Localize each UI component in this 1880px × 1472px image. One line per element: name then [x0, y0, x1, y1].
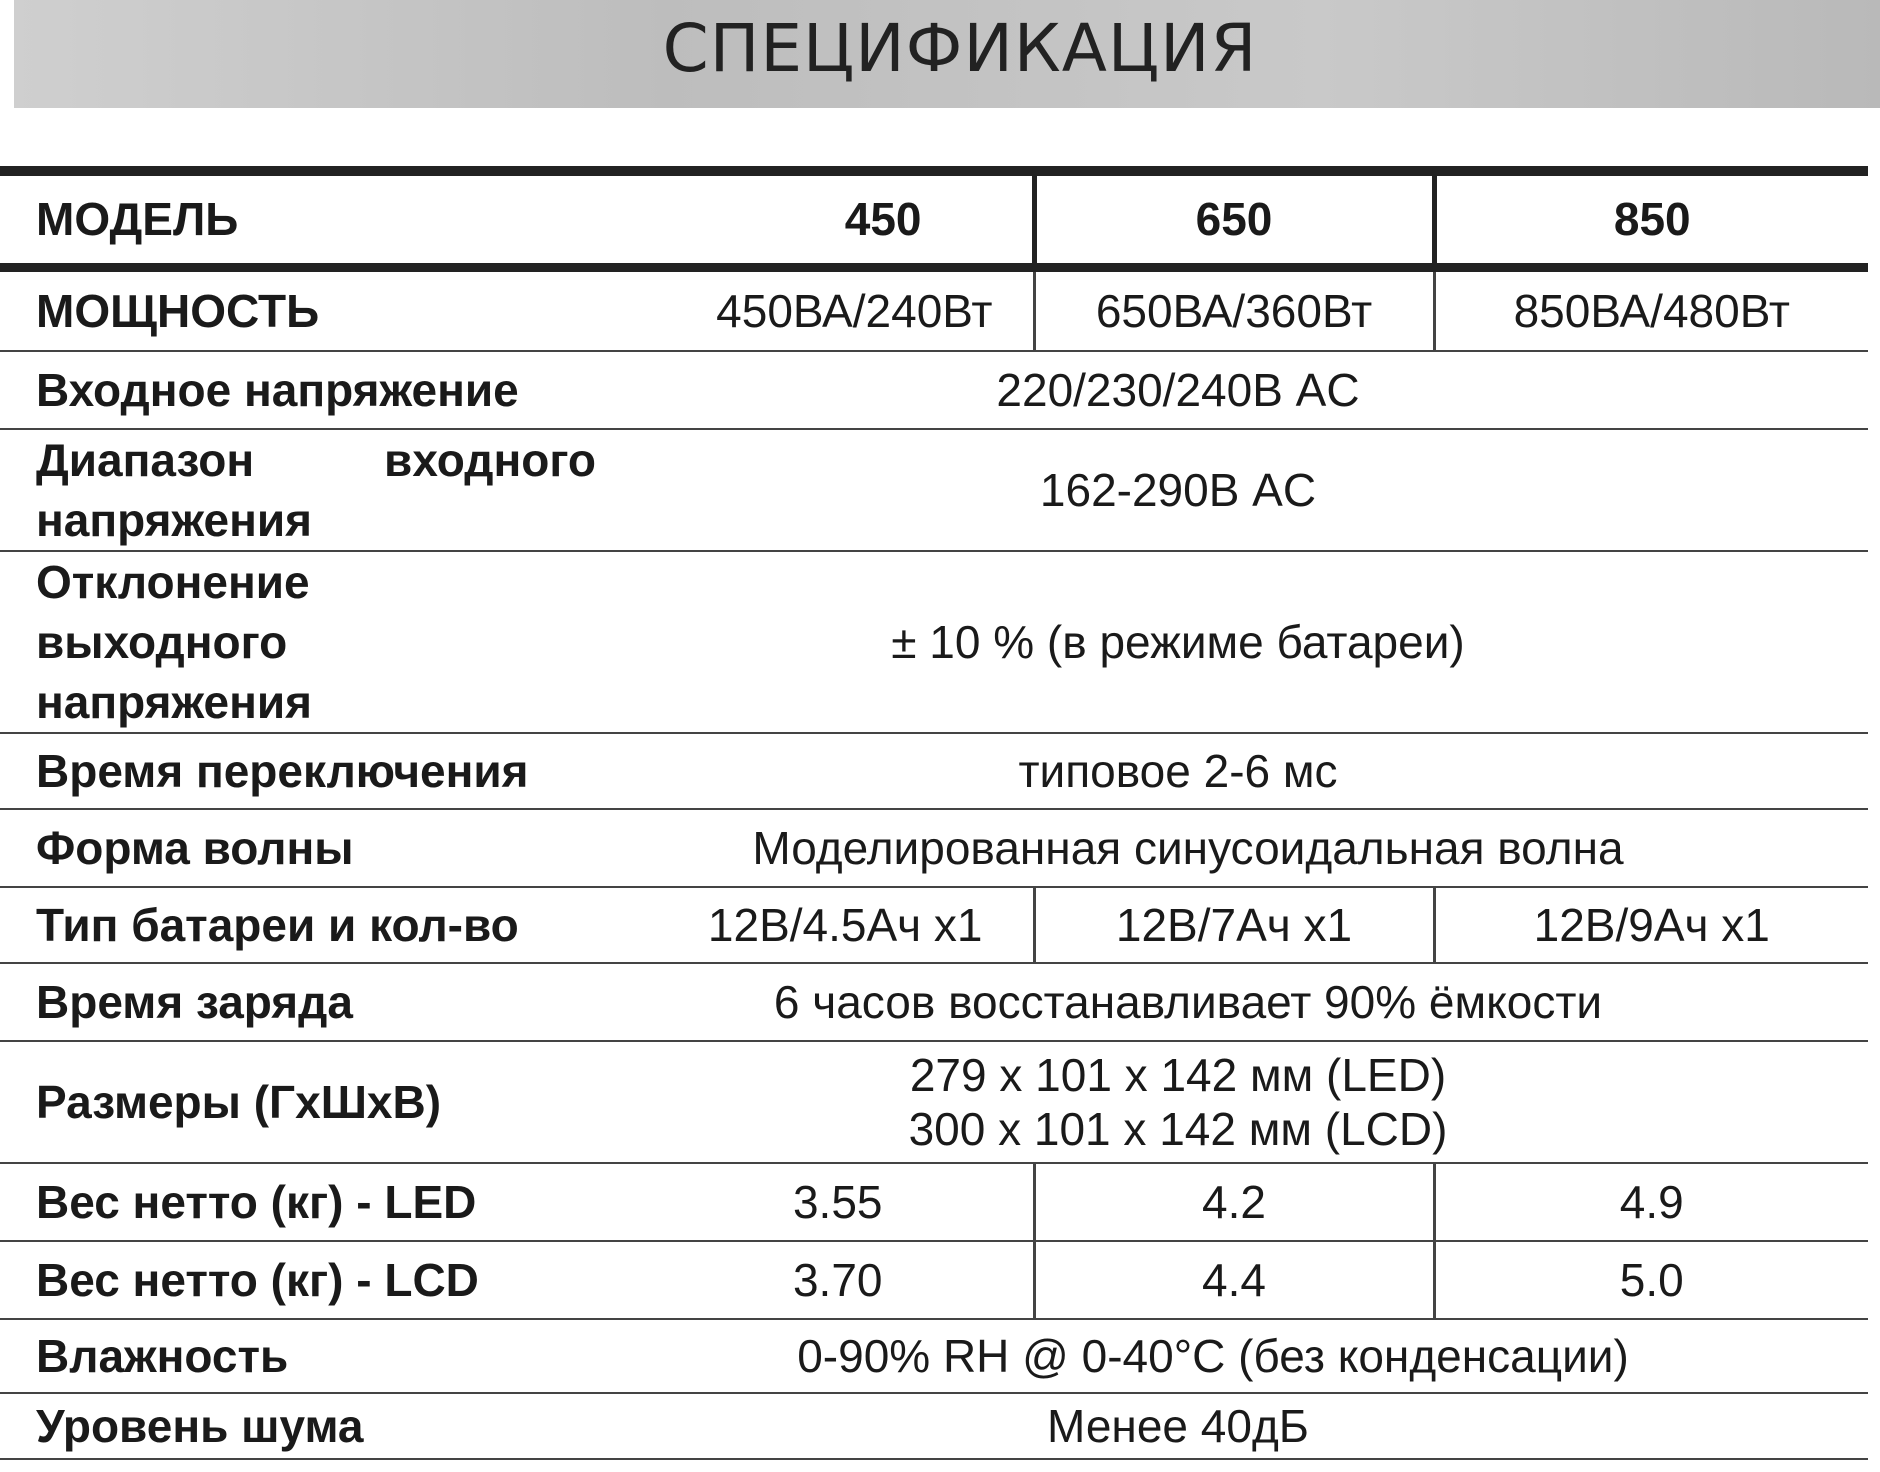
output-deviation-label-line1: Отклонение	[36, 556, 310, 608]
specification-table	[0, 166, 1868, 1460]
input-voltage-label: Входное напряжение	[0, 351, 628, 429]
table-row	[0, 267, 1868, 351]
output-deviation-value: ± 10 % (в режиме батареи)	[628, 551, 1868, 733]
input-range-label-line1: Диапазон входного	[36, 434, 596, 486]
humidity-label: Влажность	[0, 1319, 628, 1393]
output-deviation-label-line3: напряжения	[36, 676, 312, 728]
model-450: 450	[628, 171, 1034, 267]
weight-led-450: 3.55	[628, 1163, 1034, 1241]
table-row	[0, 1319, 1868, 1393]
table-row	[0, 351, 1868, 429]
humidity-value: 0-90% RH @ 0-40°C (без конденсации)	[628, 1319, 1868, 1393]
table-row	[0, 429, 1868, 551]
dimensions-value	[628, 1041, 1868, 1163]
waveform-value: Моделированная синусоидальная волна	[628, 809, 1868, 887]
table-header-row	[0, 171, 1868, 267]
power-value-650: 650ВА/360Вт	[1034, 267, 1434, 351]
weight-lcd-650: 4.4	[1034, 1241, 1434, 1319]
input-range-label	[0, 429, 628, 551]
input-voltage-value: 220/230/240В AC	[628, 351, 1868, 429]
weight-led-850: 4.9	[1434, 1163, 1868, 1241]
dimensions-value-line1: 279 х 101 х 142 мм (LED)	[909, 1049, 1447, 1101]
table-row	[0, 1163, 1868, 1241]
model-label: МОДЕЛЬ	[0, 171, 628, 267]
weight-lcd-label: Вес нетто (кг) - LCD	[0, 1241, 628, 1319]
dimensions-label: Размеры (ГхШхВ)	[0, 1041, 628, 1163]
weight-led-label: Вес нетто (кг) - LED	[0, 1163, 628, 1241]
table-row	[0, 1393, 1868, 1459]
battery-value-450: 12В/4.5Ач x1	[628, 887, 1034, 963]
battery-value-650: 12В/7Ач x1	[1034, 887, 1434, 963]
table-row	[0, 1241, 1868, 1319]
table-row	[0, 733, 1868, 809]
model-850: 850	[1434, 171, 1868, 267]
noise-value: Менее 40дБ	[628, 1393, 1868, 1459]
waveform-label: Форма волны	[0, 809, 628, 887]
battery-label: Тип батареи и кол-во	[0, 887, 628, 963]
charge-time-label: Время заряда	[0, 963, 628, 1041]
input-range-value: 162-290В AC	[628, 429, 1868, 551]
model-650: 650	[1034, 171, 1434, 267]
weight-led-650: 4.2	[1034, 1163, 1434, 1241]
charge-time-value: 6 часов восстанавливает 90% ёмкости	[628, 963, 1868, 1041]
noise-label: Уровень шума	[0, 1393, 628, 1459]
table-row	[0, 809, 1868, 887]
weight-lcd-450: 3.70	[628, 1241, 1034, 1319]
dimensions-value-line2: 300 х 101 х 142 мм (LCD)	[908, 1103, 1448, 1155]
power-value-450: 450ВА/240Вт	[628, 267, 1034, 351]
output-deviation-label	[0, 551, 628, 733]
table-row	[0, 551, 1868, 733]
power-value-850: 850ВА/480Вт	[1434, 267, 1868, 351]
transfer-time-label: Время переключения	[0, 733, 628, 809]
table-row	[0, 963, 1868, 1041]
weight-lcd-850: 5.0	[1434, 1241, 1868, 1319]
transfer-time-value: типовое 2-6 мс	[628, 733, 1868, 809]
battery-value-850: 12В/9Ач x1	[1434, 887, 1868, 963]
output-deviation-label-line2: выходного	[36, 616, 288, 668]
page-title: СПЕЦИФИКАЦИЯ	[662, 10, 1258, 87]
table-row	[0, 1041, 1868, 1163]
table-row	[0, 887, 1868, 963]
power-label: МОЩНОСТЬ	[0, 267, 628, 351]
input-range-label-line2: напряжения	[36, 494, 312, 546]
